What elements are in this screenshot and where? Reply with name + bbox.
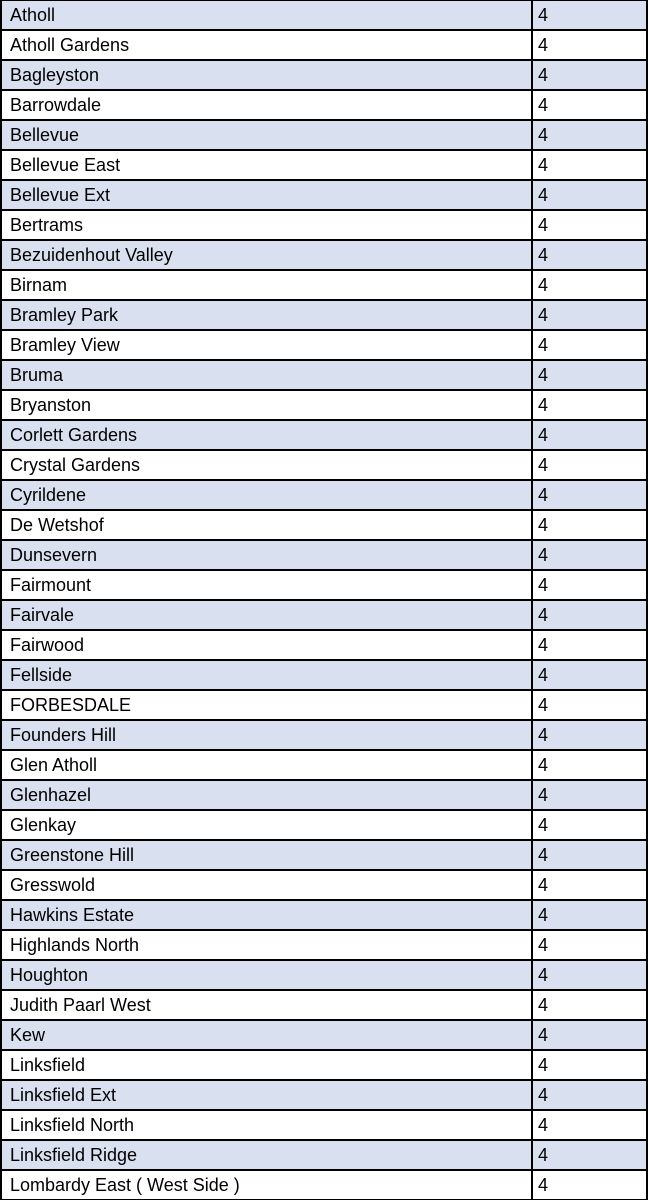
suburb-name-cell[interactable]: Bellevue East xyxy=(1,150,532,180)
value-cell[interactable]: 4 xyxy=(532,30,648,60)
suburb-name-cell[interactable]: Greenstone Hill xyxy=(1,840,532,870)
value-cell[interactable]: 4 xyxy=(532,60,648,90)
value-cell[interactable]: 4 xyxy=(532,720,648,750)
table-row xyxy=(1,210,648,240)
table-row xyxy=(1,60,648,90)
suburb-name-cell[interactable]: Bellevue Ext xyxy=(1,180,532,210)
table-row xyxy=(1,390,648,420)
suburb-name-cell[interactable]: Fellside xyxy=(1,660,532,690)
value-cell[interactable]: 4 xyxy=(532,900,648,930)
table-row xyxy=(1,450,648,480)
value-cell[interactable]: 4 xyxy=(532,390,648,420)
suburb-name-cell[interactable]: Houghton xyxy=(1,960,532,990)
value-cell[interactable]: 4 xyxy=(532,510,648,540)
table-row xyxy=(1,300,648,330)
value-cell[interactable]: 4 xyxy=(532,270,648,300)
value-cell[interactable]: 4 xyxy=(532,90,648,120)
suburb-name-cell[interactable]: FORBESDALE xyxy=(1,690,532,720)
value-cell[interactable]: 4 xyxy=(532,180,648,210)
table-body xyxy=(1,0,648,1200)
table-row xyxy=(1,180,648,210)
value-cell[interactable]: 4 xyxy=(532,210,648,240)
table-row xyxy=(1,120,648,150)
value-cell[interactable]: 4 xyxy=(532,930,648,960)
table-row xyxy=(1,0,648,30)
table-row xyxy=(1,720,648,750)
table-row xyxy=(1,630,648,660)
suburb-name-cell[interactable]: Glen Atholl xyxy=(1,750,532,780)
suburb-name-cell[interactable]: Bruma xyxy=(1,360,532,390)
suburb-name-cell[interactable]: Fairmount xyxy=(1,570,532,600)
table-row xyxy=(1,960,648,990)
table-row xyxy=(1,1020,648,1050)
value-cell[interactable]: 4 xyxy=(532,420,648,450)
value-cell[interactable]: 4 xyxy=(532,1050,648,1080)
value-cell[interactable]: 4 xyxy=(532,810,648,840)
value-cell[interactable]: 4 xyxy=(532,630,648,660)
suburb-name-cell[interactable]: Linksfield North xyxy=(1,1110,532,1140)
suburb-name-cell[interactable]: Founders Hill xyxy=(1,720,532,750)
suburb-name-cell[interactable]: Atholl xyxy=(1,0,532,30)
table-row xyxy=(1,930,648,960)
table-row xyxy=(1,990,648,1020)
table-row xyxy=(1,750,648,780)
table-row xyxy=(1,240,648,270)
suburb-name-cell[interactable]: Hawkins Estate xyxy=(1,900,532,930)
suburb-name-cell[interactable]: Barrowdale xyxy=(1,90,532,120)
table-row xyxy=(1,540,648,570)
suburb-name-cell[interactable]: De Wetshof xyxy=(1,510,532,540)
suburb-name-cell[interactable]: Bryanston xyxy=(1,390,532,420)
suburb-name-cell[interactable]: Crystal Gardens xyxy=(1,450,532,480)
value-cell[interactable]: 4 xyxy=(532,0,648,30)
value-cell[interactable]: 4 xyxy=(532,840,648,870)
table-row xyxy=(1,360,648,390)
value-cell[interactable]: 4 xyxy=(532,480,648,510)
value-cell[interactable]: 4 xyxy=(532,240,648,270)
suburb-name-cell[interactable]: Glenkay xyxy=(1,810,532,840)
suburb-name-cell[interactable]: Atholl Gardens xyxy=(1,30,532,60)
value-cell[interactable]: 4 xyxy=(532,150,648,180)
table-row xyxy=(1,570,648,600)
suburb-name-cell[interactable]: Judith Paarl West xyxy=(1,990,532,1020)
table-row xyxy=(1,90,648,120)
suburb-name-cell[interactable]: Fairwood xyxy=(1,630,532,660)
table-row xyxy=(1,600,648,630)
value-cell[interactable]: 4 xyxy=(532,360,648,390)
table-row xyxy=(1,30,648,60)
table-row xyxy=(1,480,648,510)
suburb-name-cell[interactable]: Glenhazel xyxy=(1,780,532,810)
table-row xyxy=(1,330,648,360)
value-cell[interactable]: 4 xyxy=(532,1020,648,1050)
value-cell[interactable]: 4 xyxy=(532,1170,648,1200)
suburb-name-cell[interactable]: Linksfield Ext xyxy=(1,1080,532,1110)
table-row xyxy=(1,840,648,870)
table-row xyxy=(1,1170,648,1200)
table-row xyxy=(1,1140,648,1170)
suburb-name-cell[interactable]: Kew xyxy=(1,1020,532,1050)
value-cell[interactable]: 4 xyxy=(532,1110,648,1140)
suburb-name-cell[interactable]: Linksfield Ridge xyxy=(1,1140,532,1170)
value-cell[interactable]: 4 xyxy=(532,660,648,690)
suburb-name-cell[interactable]: Bramley Park xyxy=(1,300,532,330)
table-row xyxy=(1,270,648,300)
value-cell[interactable]: 4 xyxy=(532,300,648,330)
value-cell[interactable]: 4 xyxy=(532,960,648,990)
value-cell[interactable]: 4 xyxy=(532,750,648,780)
table-row xyxy=(1,690,648,720)
suburb-name-cell[interactable]: Cyrildene xyxy=(1,480,532,510)
value-cell[interactable]: 4 xyxy=(532,780,648,810)
table-row xyxy=(1,900,648,930)
suburb-name-cell[interactable]: Bellevue xyxy=(1,120,532,150)
table-row xyxy=(1,810,648,840)
table-row xyxy=(1,510,648,540)
value-cell[interactable]: 4 xyxy=(532,120,648,150)
value-cell[interactable]: 4 xyxy=(532,330,648,360)
value-cell[interactable]: 4 xyxy=(532,990,648,1020)
value-cell[interactable]: 4 xyxy=(532,1080,648,1110)
value-cell[interactable]: 4 xyxy=(532,870,648,900)
value-cell[interactable]: 4 xyxy=(532,600,648,630)
suburb-name-cell[interactable]: Fairvale xyxy=(1,600,532,630)
value-cell[interactable]: 4 xyxy=(532,690,648,720)
suburb-name-cell[interactable]: Bramley View xyxy=(1,330,532,360)
table-row xyxy=(1,1080,648,1110)
suburb-name-cell[interactable]: Bezuidenhout Valley xyxy=(1,240,532,270)
suburb-name-cell[interactable]: Gresswold xyxy=(1,870,532,900)
suburb-name-cell[interactable]: Bagleyston xyxy=(1,60,532,90)
table-row xyxy=(1,150,648,180)
table-row xyxy=(1,1110,648,1140)
suburb-name-cell[interactable]: Linksfield xyxy=(1,1050,532,1080)
table-row xyxy=(1,420,648,450)
table-row xyxy=(1,780,648,810)
value-cell[interactable]: 4 xyxy=(532,570,648,600)
value-cell[interactable]: 4 xyxy=(532,1140,648,1170)
suburb-name-cell[interactable]: Birnam xyxy=(1,270,532,300)
suburb-name-cell[interactable]: Bertrams xyxy=(1,210,532,240)
table-row xyxy=(1,660,648,690)
suburb-name-cell[interactable]: Corlett Gardens xyxy=(1,420,532,450)
table-row xyxy=(1,1050,648,1080)
value-cell[interactable]: 4 xyxy=(532,450,648,480)
suburb-name-cell[interactable]: Highlands North xyxy=(1,930,532,960)
suburb-name-cell[interactable]: Lombardy East ( West Side ) xyxy=(1,1170,532,1200)
value-cell[interactable]: 4 xyxy=(532,540,648,570)
suburb-name-cell[interactable]: Dunsevern xyxy=(1,540,532,570)
table-row xyxy=(1,870,648,900)
